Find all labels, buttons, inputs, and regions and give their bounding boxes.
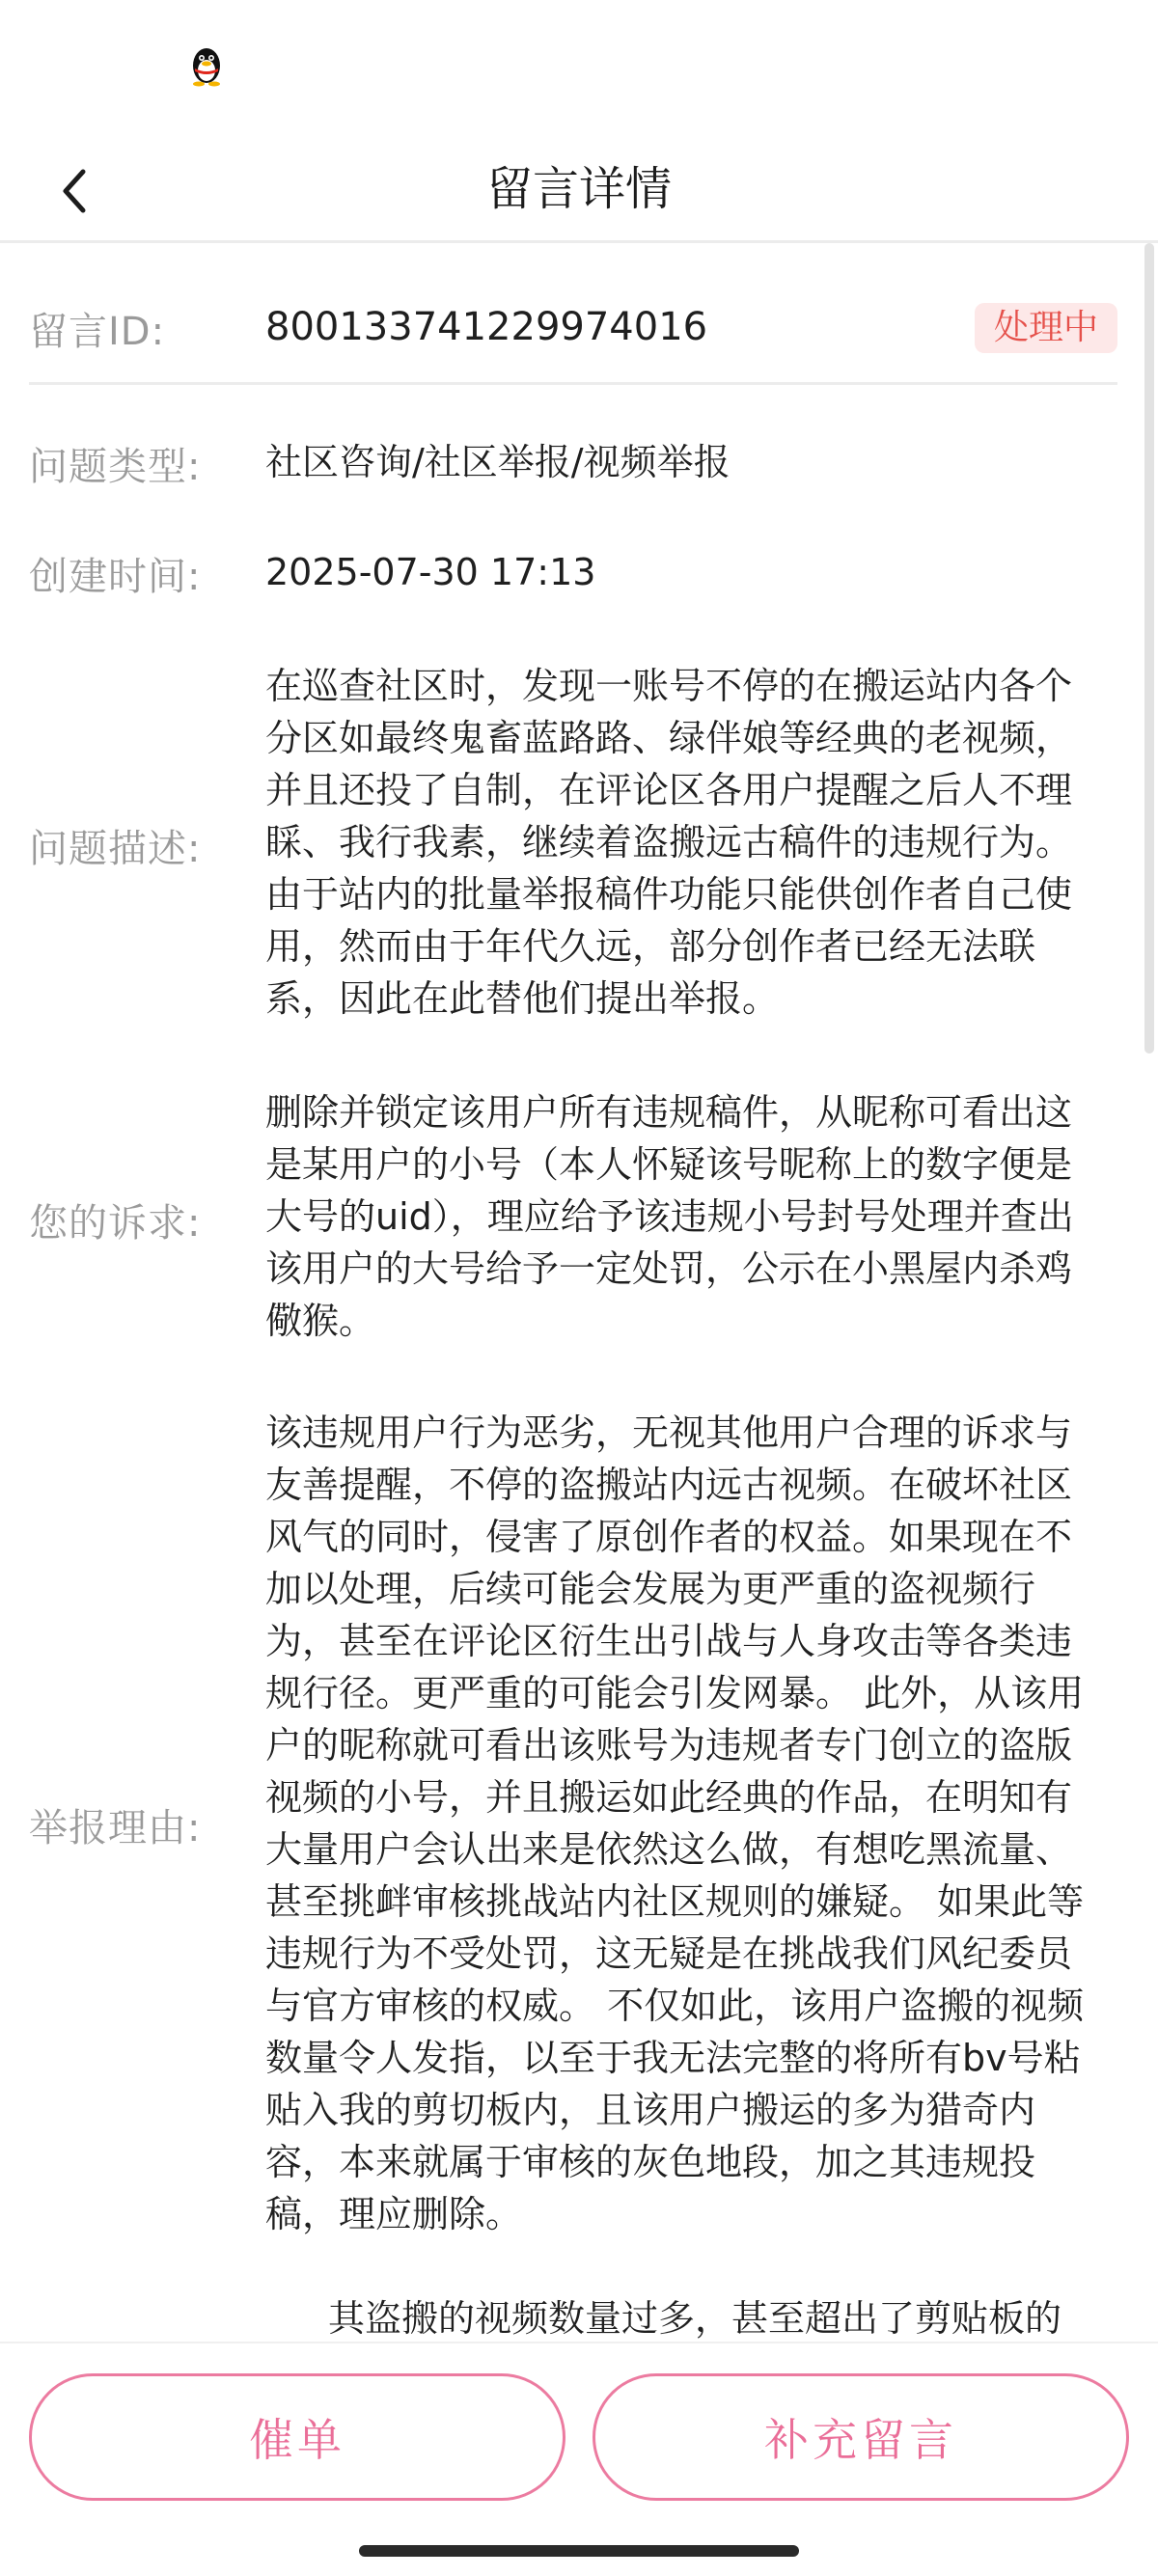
reason-line: 风气的同时，侵害了原创作者的权益。如果现在不 [265,1516,1073,1558]
bottom-action-bar [0,2342,1158,2576]
reason-line: 视频的小号，并且搬运如此经典的作品，在明知有 [265,1776,1073,1819]
reason-line: 为，甚至在评论区衍生出引战与人身攻击等各类违 [265,1620,1073,1662]
detail-content[interactable] [0,243,1158,2342]
description-line: 睬、我行我素，继续着盗搬远古稿件的违规行为。 [265,821,1073,863]
reason-line: 大量用户会认出来是依然这么做，有想吃黑流量、 [265,1828,1073,1871]
description-text [265,660,1115,1025]
request-line: 是某用户的小号（本人怀疑该号昵称上的数字便是 [265,1143,1073,1186]
issue-type-row [0,436,1158,494]
reason-line: 规行径。更严重的可能会引发网暴。 此外，从该用 [265,1672,1085,1714]
page-title: 留言详情 [485,162,672,216]
description-row [0,660,1158,1027]
issue-type-value: 社区咨询/社区举报/视频举报 [265,441,731,483]
message-id-label: 留言ID: [29,310,166,354]
nav-bar [0,135,1158,243]
created-time-value: 2025-07-30 17:13 [265,551,596,593]
request-label: 您的诉求: [29,1201,202,1246]
reason-line: 贴入我的剪切板内，且该用户搬运的多为猎奇内 [265,2089,1036,2131]
reason-line: 稿，理应删除。 [265,2193,523,2235]
message-id-value: 800133741229974016 [265,305,708,349]
reason-line: 加以处理，后续可能会发展为更严重的盗视频行 [265,1568,1036,1610]
supplement-message-button[interactable]: 补充留言 [593,2373,1129,2501]
reason-row [0,1407,1158,2246]
status-bar [0,0,1158,135]
description-label: 问题描述: [29,827,202,871]
back-button[interactable] [35,152,116,230]
reason-line: 户的昵称就可看出该账号为违规者专门创立的盗版 [265,1724,1073,1767]
description-line: 分区如最终鬼畜蓝路路、绿伴娘等经典的老视频， [265,717,1073,759]
description-line: 并且还投了自制，在评论区各用户提醒之后人不理 [265,769,1073,811]
reason-line: 容，本来就属于审核的灰色地段，加之其违规投 [265,2141,1036,2183]
reason-line: 违规行为不受处罚，这无疑是在挑战我们风纪委员 [265,1932,1073,1975]
reason-text [265,1407,1115,2240]
home-indicator[interactable] [359,2545,799,2557]
reason-line: 该违规用户行为恶劣，无视其他用户合理的诉求与 [265,1411,1073,1454]
issue-type-label: 问题类型: [29,445,202,489]
divider [29,382,1117,385]
chevron-left-icon [56,166,95,216]
request-line: 该用户的大号给予一定处罚，公示在小黑屋内杀鸡 [265,1247,1073,1290]
continuation-text: 其盗搬的视频数量过多，甚至超出了剪贴板的 [328,2297,1062,2340]
scrollbar[interactable] [1144,243,1154,1054]
reason-line: 友善提醒，不停的盗搬站内远古视频。在破坏社区 [265,1464,1073,1506]
description-line: 系，因此在此替他们提出举报。 [265,977,780,1020]
request-line: 大号的uid），理应给予该违规小号封号处理并查出 [265,1195,1074,1238]
request-line: 儆猴。 [265,1300,376,1342]
reason-line: 数量令人发指，以至于我无法完整的将所有bv号粘 [265,2037,1081,2079]
created-time-row [0,546,1158,604]
qq-penguin-icon [187,44,226,87]
description-line: 在巡查社区时，发现一账号不停的在搬运站内各个 [265,665,1073,707]
description-line: 用，然而由于年代久远，部分创作者已经无法联 [265,925,1036,968]
created-time-label: 创建时间: [29,555,202,599]
request-row [0,1086,1158,1357]
status-badge: 处理中 [975,303,1117,353]
reason-line: 与官方审核的权威。 不仅如此，该用户盗搬的视频 [265,1985,1085,2027]
reason-label: 举报理由: [29,1806,202,1850]
urge-button[interactable]: 催单 [29,2373,565,2501]
description-line: 由于站内的批量举报稿件功能只能供创作者自己使 [265,873,1073,916]
request-line: 删除并锁定该用户所有违规稿件，从昵称可看出这 [265,1091,1073,1134]
reason-line: 甚至挑衅审核挑战站内社区规则的嫌疑。 如果此等 [265,1880,1085,1923]
message-id-row [0,243,1158,388]
request-text [265,1086,1115,1347]
